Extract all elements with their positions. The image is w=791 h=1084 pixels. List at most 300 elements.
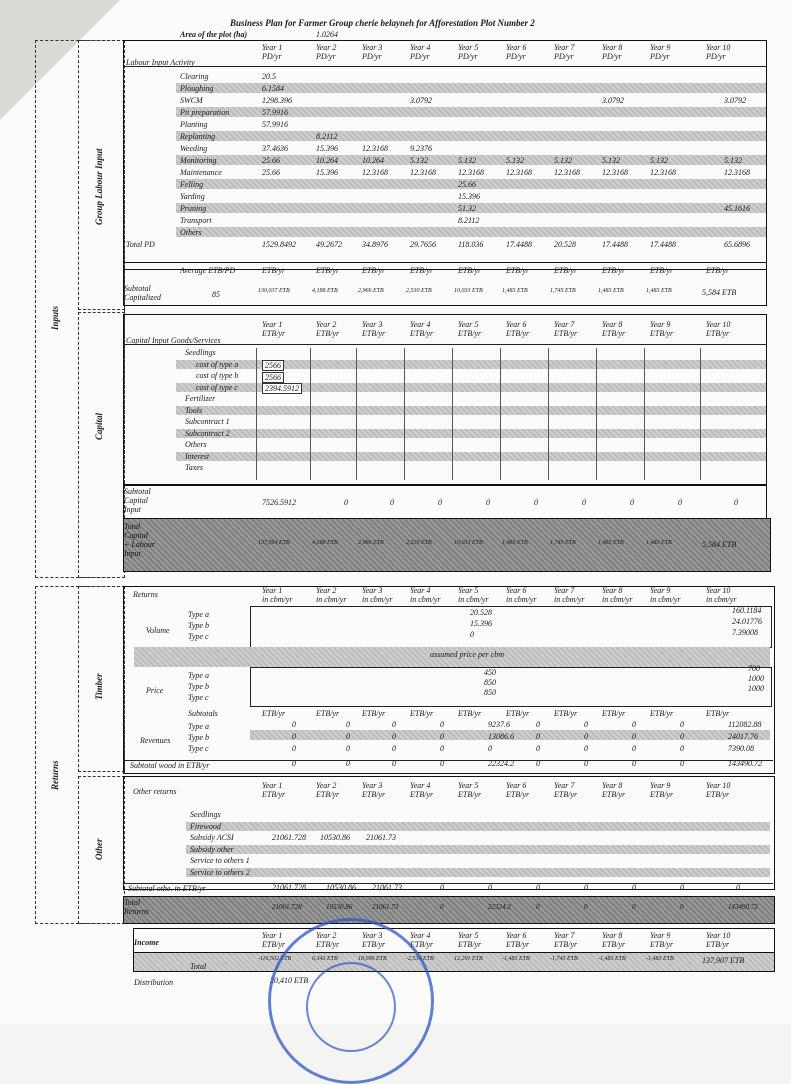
price-type-label: Type a [188,671,209,680]
income-value: -1,745 ETB [550,956,578,962]
labour-row-label: Monitoring [180,156,217,165]
column-divider [500,348,501,480]
year-header-7: Year 7 ETB/yr [554,320,578,338]
revenue-unit-label: ETB/yr [650,709,674,718]
year-header-1: Year 1 in cbm/yr [262,586,293,604]
revenue-type-label: Type b [188,733,209,742]
revenue-type-label: Type a [188,722,209,731]
revenue-value: 0 [392,744,396,753]
volume-type-label: Type a [188,610,209,619]
capital-section-frame [78,312,125,578]
year-header-4: Year 4 PD/yr [410,43,431,61]
revenue-value: 13086.6 [488,732,514,741]
labour-value: 8.2112 [316,132,338,141]
year-header-9: Year 9 in cbm/yr [650,586,681,604]
labour-subtotal-value: 1,483 ETB [598,288,624,294]
labour-subtotal-value: 130,037 ETB [258,288,290,294]
income-total-row [133,952,775,972]
revenue-value: 0 [392,720,396,729]
income-value: 137,907 ETB [702,956,745,965]
other-row-shade [186,822,770,831]
income-value: -1,483 ETB [502,956,530,962]
subtotal-wood-value: 0 [292,759,296,768]
revenue-value: 0 [680,720,684,729]
capital-item-label: cost of type b [196,371,239,380]
price-type-label: Type c [188,693,209,702]
other-item-label: Service to others 2 [190,867,250,877]
price-y10-value: 1000 [748,674,764,683]
labour-unit-label: ETB/yr [506,266,530,275]
labour-header-rule [123,66,766,67]
year-header-6: Year 6 PD/yr [506,43,527,61]
year-header-3: Year 3 ETB/yr [362,320,386,338]
labour-value: 57.9916 [262,108,288,117]
year-header-3: Year 3 ETB/yr [362,931,386,949]
revenue-unit-label: ETB/yr [410,709,434,718]
capital-item-label: Interest [185,451,210,461]
price-y10-value: 700 [748,664,760,673]
other-subtotal-value: 10530.86 [326,883,356,892]
labour-row-shade [176,131,766,141]
labour-value: 12.3168 [362,168,388,177]
year-header-7: Year 7 in cbm/yr [554,586,585,604]
total-input-value: 1,745 ETB [550,540,576,546]
labour-value: 25.66 [262,156,280,165]
labour-value: 12.3168 [554,168,580,177]
total-returns-value: 0 [584,903,588,911]
capital-item-label: cost of type a [196,359,239,369]
timber-volume-grid [250,606,772,648]
year-header-9: Year 9 ETB/yr [650,781,674,799]
year-header-8: Year 8 PD/yr [602,43,623,61]
area-value: 1.0264 [316,30,338,39]
year-header-10: Year 10 in cbm/yr [706,586,737,604]
price-y5-value: 850 [484,678,496,687]
revenue-unit-label: ETB/yr [316,709,340,718]
total-input-box [123,518,771,572]
labour-value: 5.132 [650,156,668,165]
labour-unit-label: ETB/yr [650,266,674,275]
other-subtotal-value: 21061.728 [272,883,306,892]
labour-row-label: Ploughing [180,84,214,93]
returns-label: Returns [50,760,60,790]
year-header-9: Year 9 ETB/yr [650,931,674,949]
revenue-value: 0 [632,720,636,729]
labour-value: 15.396 [316,168,338,177]
revenue-value: 0 [536,732,540,741]
income-value: -116,502 ETB [258,956,292,962]
labour-value: 3.0792 [602,96,624,105]
subtotal-wood-value: 0 [440,759,444,768]
other-item-label: Subsidy ACSI [190,833,234,842]
subtotals-label: Subtotals [188,709,218,718]
labour-unit-label: ETB/yr [316,266,340,275]
labour-unit-label: ETB/yr [362,266,386,275]
revenue-value: 7390.08 [728,744,754,753]
other-subtotal-value: 0 [680,883,684,892]
volume-type-label: Type c [188,632,209,641]
price-y5-value: 450 [484,668,496,677]
stamp-emblem [306,962,396,1052]
year-header-2: Year 2 ETB/yr [316,931,340,949]
year-header-2: Year 2 in cbm/yr [316,586,347,604]
labour-row-label: Clearing [180,72,209,81]
labour-row-shade [176,227,766,237]
other-item-label: Subsidy other [190,844,234,854]
capital-item-label: Tools [185,405,203,415]
year-header-7: Year 7 PD/yr [554,43,575,61]
labour-unit-label: ETB/yr [410,266,434,275]
subtotal-wood-value: 22324.2 [488,759,514,768]
capital-subtotal-value: 0 [438,498,442,507]
capital-subtotal-value: 7526.5912 [262,498,296,507]
labour-row-label: Felling [180,180,204,189]
column-divider [644,348,645,480]
year-header-3: Year 3 ETB/yr [362,781,386,799]
revenue-value: 0 [584,720,588,729]
year-header-1: Year 1 ETB/yr [262,781,286,799]
capital-label: Capital [94,412,104,440]
capital-item-label: Taxes [185,463,203,472]
labour-unit-label: ETB/yr [602,266,626,275]
capital-subtotal-value: 0 [582,498,586,507]
revenue-unit-label: ETB/yr [706,709,730,718]
volume-y5-value: 15.396 [470,619,492,628]
column-divider [700,348,701,480]
income-value: 18,096 ETB [358,956,387,962]
year-header-5: Year 5 in cbm/yr [458,586,489,604]
year-header-8: Year 8 ETB/yr [602,781,626,799]
year-header-10: Year 10 ETB/yr [706,320,731,338]
labour-value: 9.2376 [410,144,432,153]
subsidy-value: 21061.728 [272,833,306,842]
column-divider [256,348,257,480]
income-below-value: 20,410 ETB [270,976,309,985]
labour-subtotal-value: 5,584 ETB [702,288,737,297]
labour-value: 10.264 [316,156,338,165]
income-value: -2,530 ETB [406,956,434,962]
labour-row-label: Maintenance [180,168,222,177]
subtotal-wood-value: 0 [392,759,396,768]
seedling-cost-value: 2566 [262,360,284,371]
year-header-10: Year 10 PD/yr [706,43,731,61]
capital-row-shade [176,429,766,438]
revenue-value: 0 [292,732,296,741]
year-header-2: Year 2 PD/yr [316,43,337,61]
volume-type-label: Type b [188,621,209,630]
group-labour-label: Group Labour Input [94,148,104,225]
labour-value: 12.3168 [458,168,484,177]
volume-y5-value: 0 [470,630,474,639]
year-header-5: Year 5 ETB/yr [458,931,482,949]
revenue-value: 0 [292,744,296,753]
total-input-value: 137,564 ETB [258,540,290,546]
labour-unit-label: ETB/yr [458,266,482,275]
volume-y10-value: 24.01776 [732,617,762,626]
capital-row-shade [176,406,766,415]
year-header-6: Year 6 ETB/yr [506,320,530,338]
year-header-8: Year 8 in cbm/yr [602,586,633,604]
labour-row-label: Total PD [126,240,155,249]
income-header: Income [134,938,159,947]
total-returns-value: 143490.72 [728,903,758,911]
other-subtotal-label: Subtotal othe. in ETB/yr [128,884,206,893]
subtotal-wood-value: 0 [346,759,350,768]
total-input-value: 1,483 ETB [502,540,528,546]
labour-value: 10.264 [362,156,384,165]
inputs-label: Inputs [50,305,60,330]
other-item-label: Seedlings [190,810,221,819]
volume-y10-value: 160.1184 [732,606,762,615]
year-header-7: Year 7 ETB/yr [554,931,578,949]
year-header-1: Year 1 ETB/yr [262,931,286,949]
revenue-unit-label: ETB/yr [506,709,530,718]
distribution-label: Distribution [134,978,174,987]
labour-subtotal-value: 2,966 ETB [358,288,384,294]
year-header-6: Year 6 ETB/yr [506,931,530,949]
total-returns-value: 0 [680,903,684,911]
labour-value: 5.132 [410,156,428,165]
labour-row-label: Transport [180,216,212,225]
total-input-label: Total Capital + Labour Input [124,522,155,558]
labour-value: 20.528 [554,240,576,249]
timber-header: Returns [133,590,158,599]
capital-subtotal-label: Subtotal Capital Input [124,487,151,514]
labour-value: 17.4488 [506,240,532,249]
other-label: Other [94,838,104,860]
subtotal-wood-value: 0 [632,759,636,768]
avg-etb-value: 85 [212,290,220,299]
income-value: 6,343 ETB [312,956,338,962]
labour-value: 34.8976 [362,240,388,249]
capital-item-label: Fertilizer [185,394,216,403]
seedling-cost-value: 2394.5912 [262,383,302,394]
revenue-value: 0 [584,732,588,741]
total-returns-value: 21061.728 [272,903,302,911]
total-input-value: 5,584 ETB [702,540,737,549]
price-y5-value: 850 [484,688,496,697]
capital-row-shade [176,452,766,461]
capital-item-label: cost of type c [196,382,238,392]
capital-subtotal-value: 0 [486,498,490,507]
labour-value: 8.2112 [458,216,480,225]
year-header-3: Year 3 PD/yr [362,43,383,61]
labour-value: 25.66 [262,168,280,177]
year-header-1: Year 1 ETB/yr [262,320,286,338]
revenue-value: 0 [440,732,444,741]
document-title: Business Plan for Farmer Group cherie belayneh for Afforestation Plot Number 2 [230,18,535,28]
revenue-value: 0 [632,744,636,753]
subtotal-wood-value: 0 [680,759,684,768]
revenue-value: 9237.6 [488,720,510,729]
area-label: Area of the plot (ha) [180,30,248,39]
capital-subtotal-value: 0 [534,498,538,507]
revenue-value: 0 [346,744,350,753]
column-divider [404,348,405,480]
column-divider [596,348,597,480]
year-header-7: Year 7 ETB/yr [554,781,578,799]
other-item-label: Service to others 1 [190,856,250,865]
labour-value: 15.396 [458,192,480,201]
revenue-value: 0 [292,720,296,729]
total-returns-box [123,896,775,924]
capital-subtotal-value: 0 [734,498,738,507]
revenue-value: 0 [680,732,684,741]
revenue-value: 0 [392,732,396,741]
seedling-cost-value: 2566 [262,372,284,383]
labour-row-label: SWCM [180,96,203,105]
labour-unit-label: ETB/yr [554,266,578,275]
labour-value: 51.32 [458,204,476,213]
income-value: -1,483 ETB [598,956,626,962]
revenue-value: 112082.88 [728,720,762,729]
total-returns-value: 0 [632,903,636,911]
total-returns-value: 0 [536,903,540,911]
volume-y10-value: 7.39008 [732,628,758,637]
capital-subtotal-value: 0 [678,498,682,507]
timber-label: Timber [94,673,104,700]
total-input-value: 1,483 ETB [598,540,624,546]
year-header-5: Year 5 PD/yr [458,43,479,61]
other-subtotal-value: 21061.73 [372,883,402,892]
labour-row-label: Yarding [180,192,205,201]
labour-subtotal-value: 1,483 ETB [502,288,528,294]
income-value: -1,483 ETB [646,956,674,962]
revenue-value: 0 [536,720,540,729]
labour-value: 20.5 [262,72,276,81]
labour-row-label: Pruning [180,204,207,213]
total-input-value: 2,966 ETB [358,540,384,546]
total-input-value: 2,530 ETB [406,540,432,546]
subsidy-value: 21061.73 [366,833,396,842]
labour-value: 49.2672 [316,240,342,249]
capital-subtotal-value: 0 [630,498,634,507]
labour-value: 15.396 [316,144,338,153]
other-subtotal-value: 0 [488,883,492,892]
total-input-value: 1,483 ETB [646,540,672,546]
labour-value: 17.4488 [602,240,628,249]
other-subtotal-value: 0 [440,883,444,892]
labour-value: 12.3168 [602,168,628,177]
year-header-3: Year 3 in cbm/yr [362,586,393,604]
revenue-value: 0 [536,744,540,753]
year-header-2: Year 2 ETB/yr [316,320,340,338]
column-divider [548,348,549,480]
assumed-price-label: assumed price per cbm [430,650,504,659]
total-returns-label: Total Returns [124,898,149,916]
labour-row-label: Planting [180,120,208,129]
year-header-10: Year 10 ETB/yr [706,781,731,799]
revenue-type-label: Type c [188,744,209,753]
labour-value: 17.4488 [650,240,676,249]
revenue-value: 24017.76 [728,732,758,741]
avg-etb-label: Average ETB/PD [180,266,236,275]
labour-value: 1298.396 [262,96,292,105]
labour-value: 29.7656 [410,240,436,249]
volume-y5-value: 20.528 [470,608,492,617]
labour-value: 12.3168 [724,168,750,177]
capital-subtotal-box [123,484,767,520]
column-divider [356,348,357,480]
labour-subtotal-value: 10,033 ETB [454,288,483,294]
revenue-unit-label: ETB/yr [362,709,386,718]
labour-value: 12.3168 [650,168,676,177]
year-header-6: Year 6 in cbm/yr [506,586,537,604]
labour-unit-label: ETB/yr [262,266,286,275]
revenue-value: 0 [346,720,350,729]
labour-value: 12.3168 [506,168,532,177]
timber-price-grid [250,667,772,707]
labour-value: 1529.8492 [262,240,296,249]
year-header-4: Year 4 in cbm/yr [410,586,441,604]
capital-header: Capital Input Goods/Services [126,336,221,345]
price-type-label: Type b [188,682,209,691]
total-returns-value: 22324.2 [488,903,511,911]
subtotal-wood-value: 143490.72 [728,759,762,768]
revenue-value: 0 [440,744,444,753]
labour-value: 3.0792 [724,96,746,105]
revenue-value: 0 [488,744,492,753]
capital-item-label: Subcontract 1 [185,417,230,426]
labour-unit-label: ETB/yr [706,266,730,275]
total-returns-value: 21061.73 [372,903,399,911]
revenue-unit-label: ETB/yr [554,709,578,718]
revenue-value: 0 [584,744,588,753]
total-input-value: 4,188 ETB [312,540,338,546]
labour-subtotal-value: 4,188 ETB [312,288,338,294]
year-header-8: Year 8 ETB/yr [602,320,626,338]
subsidy-value: 10530.86 [320,833,350,842]
year-header-4: Year 4 ETB/yr [410,320,434,338]
year-header-6: Year 6 ETB/yr [506,781,530,799]
labour-value: 5.132 [458,156,476,165]
labour-row-label: Pit preparation [180,108,230,117]
revenue-unit-label: ETB/yr [458,709,482,718]
volume-label: Volume [146,626,170,635]
revenue-unit-label: ETB/yr [602,709,626,718]
labour-value: 5.132 [554,156,572,165]
labour-value: 12.3168 [410,168,436,177]
labour-value: 5.132 [602,156,620,165]
year-header-2: Year 2 ETB/yr [316,781,340,799]
capital-item-label: Others [185,440,207,449]
labour-value: 45.1616 [724,204,750,213]
revenues-label: Revenues [140,736,171,745]
other-subtotal-value: 0 [632,883,636,892]
labour-header: Labour Input Activity [126,58,195,67]
income-total-label: Total [190,962,207,971]
revenue-value: 0 [346,732,350,741]
labour-value: 37.4636 [262,144,288,153]
income-value: 12,291 ETB [454,956,483,962]
other-subtotal-value: 0 [736,883,740,892]
price-label: Price [146,686,164,695]
subtotal-wood-label: Subtotal wood in ETB/yr [130,761,210,770]
timber-subtotal-rule [123,760,773,761]
column-divider [452,348,453,480]
revenue-value: 0 [632,732,636,741]
labour-value: 57.9916 [262,120,288,129]
other-subtotal-value: 0 [584,883,588,892]
labour-row-label: Weeding [180,144,208,153]
subtotal-wood-value: 0 [536,759,540,768]
capital-subtotal-value: 0 [344,498,348,507]
labour-row-label: Replanting [180,132,216,141]
year-header-10: Year 10 ETB/yr [706,931,731,949]
labour-value: 3.0792 [410,96,432,105]
column-divider [310,348,311,480]
revenue-unit-label: ETB/yr [262,709,286,718]
